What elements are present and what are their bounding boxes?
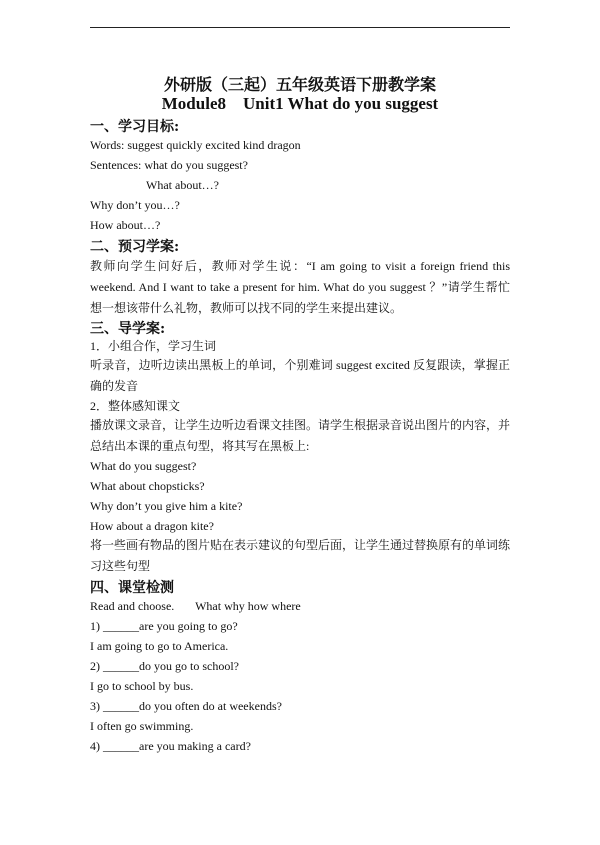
header-rule (90, 27, 510, 28)
exercise-item-3: 3) ______do you often do at weekends? (90, 699, 282, 713)
page-subtitle: Module8 Unit1 What do you suggest (161, 94, 439, 113)
section1-heading: 一、学习目标: (90, 119, 180, 135)
exercise-instruction: Read and choose. What why how where (90, 599, 301, 613)
key-sentence-2: What about chopsticks? (90, 479, 205, 493)
exercise-answer-1: I am going to go to America. (90, 639, 229, 653)
exercise-item-2: 2) ______do you go to school? (90, 659, 239, 673)
exercise-answer-2: I go to school by bus. (90, 679, 194, 693)
exercise-item-4: 4) ______are you making a card? (90, 739, 251, 753)
key-sentence-4: How about a dragon kite? (90, 519, 214, 533)
step1-description: 听录音，边听边读出黑板上的单词，个别难词 suggest excited 反复跟读，掌握正确的发音 (90, 358, 510, 393)
sentence-what-about: What about…? (146, 178, 219, 192)
section3-heading: 三、导学案: (90, 321, 166, 337)
exercise-item-1: 1) ______are you going to go? (90, 619, 238, 633)
page-title: 外研版（三起）五年级英语下册教学案 (163, 75, 436, 94)
key-sentence-3: Why don’t you give him a kite? (90, 499, 243, 513)
words-line: Words: suggest quickly excited kind dragon (90, 138, 301, 152)
key-sentence-1: What do you suggest? (90, 459, 197, 473)
sentence-why-dont: Why don’t you…? (90, 198, 180, 212)
section2-heading: 二、预习学案: (90, 239, 180, 255)
step1-title: 1．小组合作，学习生词 (90, 339, 217, 353)
step2-description: 播放课文录音，让学生边听边看课文挂图。请学生根据录音说出图片的内容，并总结出本课的重点句型，将其写在黑板上: (90, 418, 511, 453)
step2-title: 2．整体感知课文 (90, 399, 181, 413)
exercise-answer-3: I often go swimming. (90, 719, 194, 733)
practice-description: 将一些画有物品的图片贴在表示建议的句型后面，让学生通过替换原有的单词练习这些句型 (90, 538, 511, 573)
section4-heading: 四、课堂检测 (90, 580, 174, 596)
sentences-line: Sentences: what do you suggest? (90, 158, 248, 172)
section2-paragraph: 教师向学生问好后，教师对学生说：“I am going to visit a foreign friend this weekend. And I want to take a present for him. What do you suggest ？”请学生帮忙想一想该带什么礼物，教师可以找不同的学生来提出建议。 (90, 259, 510, 315)
sentence-how-about: How about…? (90, 218, 161, 232)
